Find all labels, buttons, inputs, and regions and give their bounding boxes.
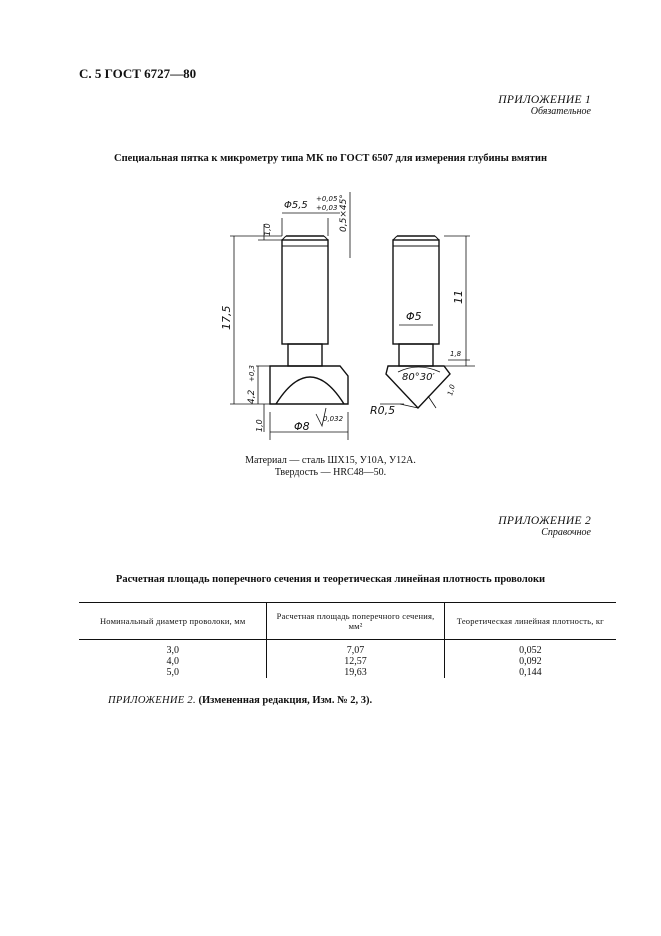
col-area-header: Расчетная площадь поперечного сечения, мм² [267,603,444,640]
dim-tol-lower: +0,03 [316,204,338,212]
col-diameter-header: Номинальный диаметр проволоки, мм [79,603,267,640]
dim-right-height: 11 [452,290,465,304]
table-row [79,656,616,667]
pin-head [270,366,348,404]
page-header: С. 5 ГОСТ 6727—80 [79,66,197,81]
material-spec [0,455,661,479]
technical-drawing [215,180,475,440]
table-row [79,640,616,657]
dim-chamfer: 0,5×45° [339,194,349,232]
dim-bottom: 1,0 [255,419,264,432]
cell-density: 0,052 [444,640,616,657]
dim-tip-len: 1,0 [446,383,457,397]
hardness-line: Твердость — HRC48—50. [274,467,387,478]
wire-table [79,602,616,678]
dim-radius: R0,5 [370,404,396,417]
appendix-1-title: Специальная пятка к микрометру типа МК по ГОСТ 6507 для измерения глубины вмятин [113,153,548,164]
dim-step: 1,8 [450,350,462,358]
cell-area: 19,63 [267,667,444,678]
cell-diameter: 5,0 [166,667,179,678]
cell-diameter: 4,0 [166,656,179,667]
cell-density: 0,144 [444,667,616,678]
table-header-row [79,603,616,640]
dim-shank: Φ5 [406,310,422,323]
dim-length: 17,5 [220,305,233,330]
revision-note [108,695,372,706]
dim-head-tol: +0,3 [248,365,256,382]
pin-body-left [282,240,328,344]
cell-area: 12,57 [267,656,444,667]
material-line: Материал — сталь ШХ15, У10А, У12А. [245,455,416,466]
dim-tol-upper: +0,05 [316,195,338,203]
appendix-1-label: ПРИЛОЖЕНИЕ 1 [498,94,591,106]
dim-head-height: 4,2 [247,389,257,404]
cell-area: 7,07 [267,640,444,657]
note-text: (Измененная редакция, Изм. № 2, 3). [198,695,373,706]
dim-angle: 80°30′ [402,372,435,383]
appendix-1-status: Обязательное [530,106,591,117]
table-row [79,667,616,678]
dim-diameter-base: Φ8 [294,420,310,433]
appendix-1-block [498,94,591,117]
pin-neck-left [288,344,322,366]
appendix-2-status: Справочное [541,527,591,538]
appendix-2-title: Расчетная площадь поперечного сечения и теоретическая линейная плотность проволоки [115,574,546,585]
cell-density: 0,092 [444,656,616,667]
col-density-header: Теоретическая линейная плотность, кг [444,603,616,640]
pin-body-right [393,240,439,344]
dim-diameter-top: Φ5,5 [284,200,308,211]
appendix-2-label: ПРИЛОЖЕНИЕ 2 [498,515,591,527]
note-label: ПРИЛОЖЕНИЕ 2. [108,695,196,706]
dim-roughness: 0,032 [323,415,344,423]
appendix-2-block [498,515,591,538]
dim-top-gap: 1,0 [263,223,272,236]
cell-diameter: 3,0 [166,645,179,656]
